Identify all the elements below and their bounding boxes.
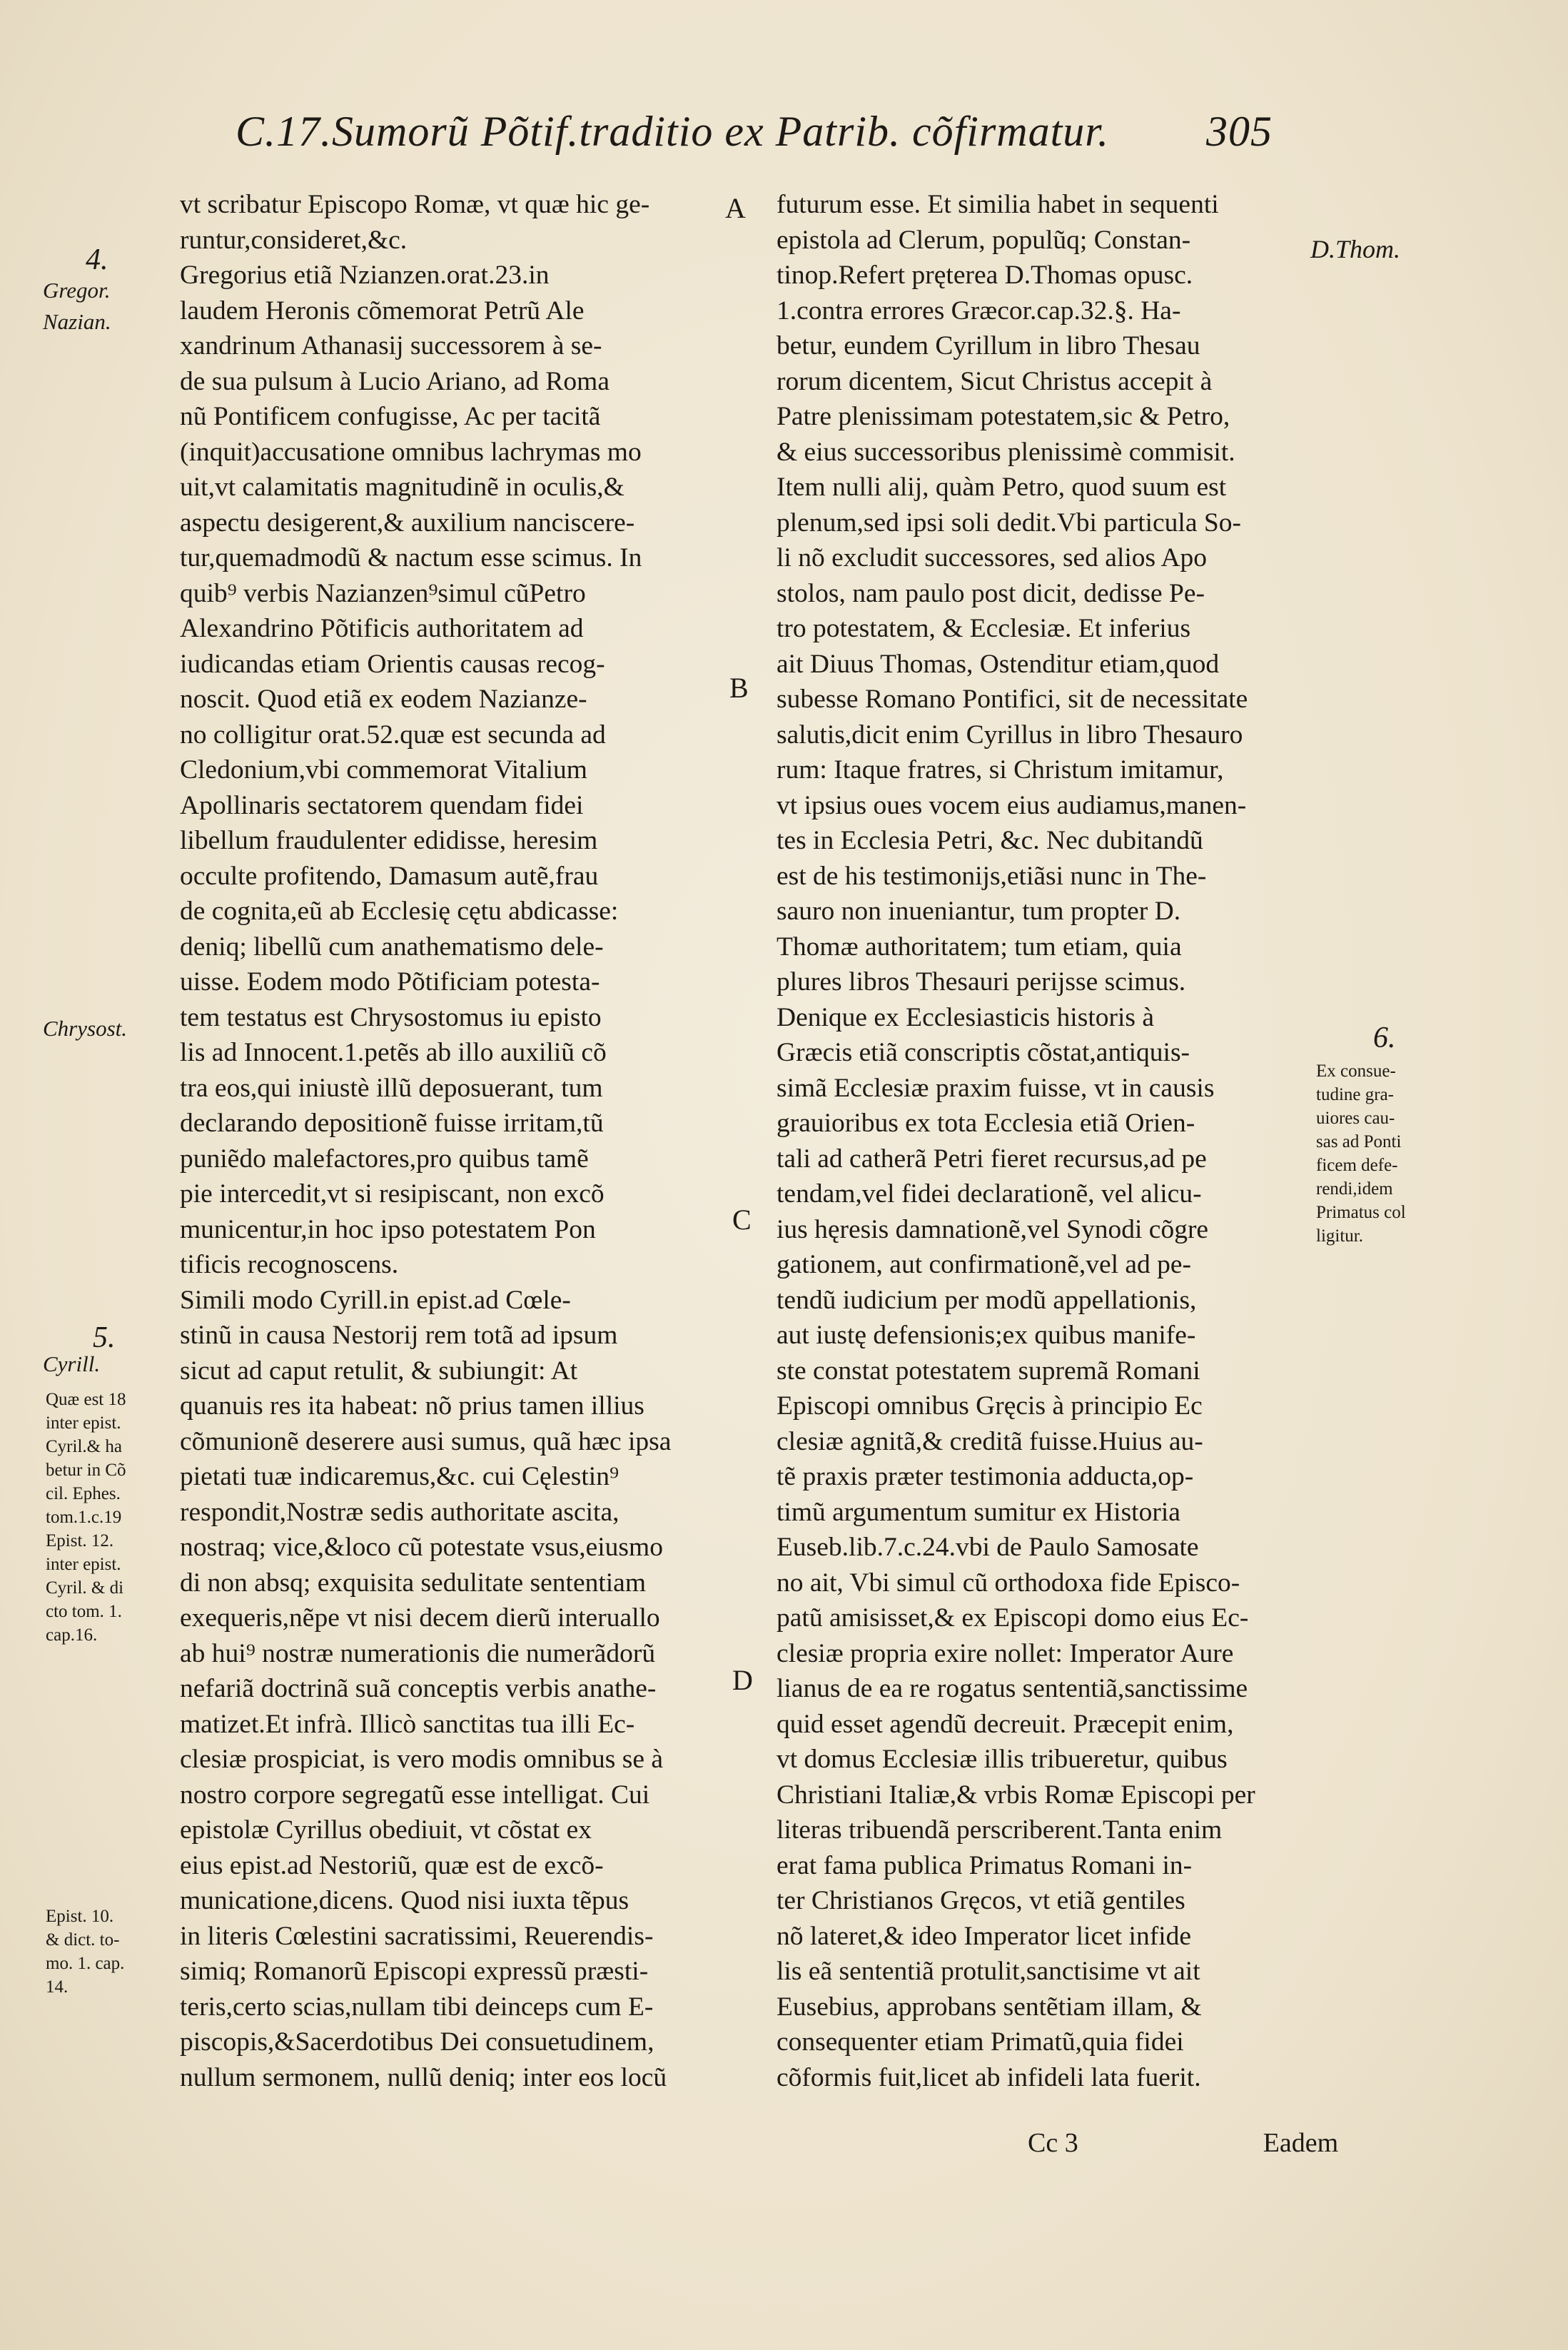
left-column-line: tur,quemadmodũ & nactum esse scimus. In bbox=[180, 543, 642, 573]
left-column-line: iudicandas etiam Orientis causas recog- bbox=[180, 649, 605, 679]
right-column-line: li nõ excludit successores, sed alios Apo bbox=[777, 543, 1208, 573]
right-column-line: quid esset agendũ decreuit. Præcepit enim, bbox=[777, 1709, 1234, 1739]
left-column-line: declarando depositionẽ fuisse irritam,tũ bbox=[180, 1109, 604, 1138]
right-column-line: stolos, nam paulo post dicit, dedisse Pe- bbox=[777, 578, 1205, 608]
margin-section-5: 5. bbox=[93, 1321, 116, 1354]
margin-cyrill: Cyrill. bbox=[43, 1351, 101, 1376]
left-column-line: quib⁹ verbis Nazianzen⁹simul cũPetro bbox=[180, 578, 586, 608]
margin-note-6 bbox=[1316, 1059, 1459, 1248]
left-column-line: noscit. Quod etiã ex eodem Nazianze- bbox=[180, 685, 587, 714]
right-column-line: lianus de ea re rogatus sententiã,sanctissime bbox=[777, 1674, 1248, 1703]
left-column-line: no colligitur orat.52.quæ est secunda ad bbox=[180, 720, 606, 750]
left-column-line: de cognita,eũ ab Ecclesię cętu abdicasse: bbox=[180, 897, 619, 926]
margin-gregor: Gregor. bbox=[43, 278, 111, 303]
margin-note-cyrill bbox=[46, 1388, 181, 1647]
margin-section-4: 4. bbox=[86, 243, 108, 276]
right-column-line: no ait, Vbi simul cũ orthodoxa fide Episco- bbox=[777, 1568, 1240, 1598]
left-column-line: lis ad Innocent.1.petẽs ab illo auxiliũ cõ bbox=[180, 1038, 607, 1067]
left-column-line: Cledonium,vbi commemorat Vitalium bbox=[180, 755, 587, 785]
margin-note-cyrill-line: inter epist. bbox=[46, 1413, 121, 1433]
section-letter-c: C bbox=[732, 1204, 752, 1236]
right-column-line: salutis,dicit enim Cyrillus in libro Thesauro bbox=[777, 720, 1243, 750]
right-column-line: Denique ex Ecclesiasticis historis à bbox=[777, 1002, 1155, 1032]
left-column-line: exequeris,nẽpe vt nisi decem dierũ interuallo bbox=[180, 1603, 660, 1633]
right-column-line: Euseb.lib.7.c.24.vbi de Paulo Samosate bbox=[777, 1533, 1199, 1562]
right-column-line: erat fama publica Primatus Romani in- bbox=[777, 1850, 1193, 1880]
right-column-line: ste constat potestatem supremã Romani bbox=[777, 1356, 1200, 1386]
left-column-line: di non absq; exquisita sedulitate sententiam bbox=[180, 1568, 646, 1598]
right-column-line: plures libros Thesauri perijsse scimus. bbox=[777, 967, 1186, 997]
left-column-line: eius epist.ad Nestoriũ, quæ est de excõ- bbox=[180, 1850, 604, 1880]
margin-note-cyrill-line: betur in Cõ bbox=[46, 1461, 126, 1480]
left-column-line: ab hui⁹ nostræ numerationis die numerãdorũ bbox=[180, 1638, 656, 1668]
margin-note-6-line: ficem defe- bbox=[1316, 1156, 1398, 1175]
margin-note-cyrill-line: inter epist. bbox=[46, 1555, 121, 1574]
margin-note-cyrill-line: Epist. 12. bbox=[46, 1531, 114, 1550]
left-column-line: nostro corpore segregatũ esse intelligat. Cui bbox=[180, 1780, 650, 1810]
right-column-line: tes in Ecclesia Petri, &c. Nec dubitandũ bbox=[777, 826, 1203, 855]
left-column-line: runtur,consideret,&c. bbox=[180, 225, 408, 255]
right-column-line: nõ lateret,& ideo Imperator licet infide bbox=[777, 1921, 1192, 1951]
margin-chrysost: Chrysost. bbox=[43, 1016, 127, 1041]
margin-note-6-line: Ex consue- bbox=[1316, 1061, 1396, 1081]
right-column-line: tinop.Refert pręterea D.Thomas opusc. bbox=[777, 261, 1193, 290]
margin-note-6-line: rendi,idem bbox=[1316, 1179, 1393, 1199]
right-column-line: consequenter etiam Primatũ,quia fidei bbox=[777, 2027, 1184, 2057]
right-text-column bbox=[777, 187, 1313, 2095]
left-column-line: deniq; libellũ cum anathematismo dele- bbox=[180, 932, 604, 962]
right-column-line: tẽ praxis præter testimonia adducta,op- bbox=[777, 1462, 1194, 1491]
margin-nazian: Nazian. bbox=[43, 309, 111, 334]
right-column-line: subesse Romano Pontifici, sit de necessitate bbox=[777, 685, 1248, 714]
right-column-line: rum: Itaque fratres, si Christum imitamur, bbox=[777, 755, 1224, 785]
margin-note-epist-line: Epist. 10. bbox=[46, 1907, 114, 1926]
running-header bbox=[236, 107, 1306, 164]
left-column-line: vt scribatur Episcopo Romæ, vt quæ hic ge- bbox=[180, 190, 650, 219]
left-column-line: uisse. Eodem modo Põtificiam potesta- bbox=[180, 967, 600, 997]
left-column-line: tificis recognoscens. bbox=[180, 1250, 399, 1279]
left-column-line: xandrinum Athanasij successorem à se- bbox=[180, 331, 602, 360]
right-column-line: cõformis fuit,licet ab infideli lata fuerit. bbox=[777, 2062, 1201, 2092]
right-column-line: Græcis etiã conscriptis cõstat,antiquis- bbox=[777, 1038, 1190, 1067]
margin-note-cyrill-line: Quæ est 18 bbox=[46, 1390, 126, 1409]
margin-note-cyrill-line: cap.16. bbox=[46, 1625, 98, 1645]
left-column-line: occulte profitendo, Damasum autẽ,frau bbox=[180, 861, 599, 891]
left-column-line: libellum fraudulenter edidisse, heresim bbox=[180, 826, 598, 855]
right-column-line: literas tribuendã perscriberent.Tanta enim bbox=[777, 1815, 1223, 1845]
margin-note-cyrill-line: cto tom. 1. bbox=[46, 1602, 122, 1621]
left-column-line: tem testatus est Chrysostomus iu episto bbox=[180, 1002, 602, 1032]
section-letter-d: D bbox=[732, 1664, 753, 1696]
right-column-line: 1.contra errores Græcor.cap.32.§. Ha- bbox=[777, 296, 1181, 326]
left-column-line: pie intercedit,vt si resipiscant, non excõ bbox=[180, 1179, 605, 1209]
right-column-line: aut iustę defensionis;ex quibus manife- bbox=[777, 1321, 1196, 1350]
left-column-line: (inquit)accusatione omnibus lachrymas mo bbox=[180, 437, 642, 467]
margin-note-epist-line: & dict. to- bbox=[46, 1930, 120, 1950]
right-column-line: tali ad catherã Petri fieret recursus,ad pe bbox=[777, 1144, 1207, 1174]
right-column-line: rorum dicentem, Sicut Christus accepit à bbox=[777, 366, 1213, 396]
margin-note-6-line: ligitur. bbox=[1316, 1226, 1363, 1246]
right-column-line: futurum esse. Et similia habet in sequenti bbox=[777, 190, 1219, 219]
left-column-line: Apollinaris sectatorem quendam fidei bbox=[180, 790, 584, 820]
left-text-column bbox=[180, 187, 717, 2095]
left-column-line: piscopis,&Sacerdotibus Dei consuetudinem, bbox=[180, 2027, 654, 2057]
signature-mark: Cc 3 bbox=[1028, 2128, 1078, 2158]
left-column-line: de sua pulsum à Lucio Ariano, ad Roma bbox=[180, 366, 610, 396]
running-title: C.17.Sumorũ Põtif.traditio ex Patrib. cõfirmatur. bbox=[236, 108, 1110, 155]
right-column-line: & eius successoribus plenissimè commisit. bbox=[777, 437, 1235, 467]
left-column-line: aspectu desigerent,& auxilium nanciscere- bbox=[180, 508, 635, 538]
left-column-line: epistolæ Cyrillus obediuit, vt cõstat ex bbox=[180, 1815, 592, 1845]
right-column-line: ter Christianos Gręcos, vt etiã gentiles bbox=[777, 1886, 1185, 1915]
right-column-line: ius hęresis damnationẽ,vel Synodi cõgre bbox=[777, 1214, 1209, 1244]
margin-note-epist bbox=[46, 1905, 181, 1999]
right-column-line: lis eã sententiã protulit,sanctisime vt ait bbox=[777, 1957, 1200, 1986]
margin-note-cyrill-line: Cyril. & di bbox=[46, 1578, 124, 1598]
left-column-line: matizet.Et infrà. Illicò sanctitas tua illi Ec- bbox=[180, 1709, 635, 1739]
left-column-line: sicut ad caput retulit, & subiungit: At bbox=[180, 1356, 578, 1386]
margin-note-cyrill-line: Cyril.& ha bbox=[46, 1437, 122, 1456]
left-column-line: cõmunionẽ deserere ausi sumus, quã hæc ipsa bbox=[180, 1426, 672, 1456]
left-column-line: nullum sermonem, nullũ deniq; inter eos locũ bbox=[180, 2062, 667, 2092]
margin-dthom: D.Thom. bbox=[1310, 235, 1401, 263]
left-column-line: nũ Pontificem confugisse, Ac per tacitã bbox=[180, 402, 601, 431]
catchword: Eadem bbox=[1263, 2128, 1339, 2158]
right-column-line: gationem, aut confirmationẽ,vel ad pe- bbox=[777, 1250, 1192, 1279]
right-column-line: vt ipsius oues vocem eius audiamus,manen- bbox=[777, 790, 1247, 820]
right-column-line: Item nulli alij, quàm Petro, quod suum est bbox=[777, 473, 1227, 502]
page-footer bbox=[1028, 2127, 1338, 2159]
right-column-line: tendam,vel fidei declarationẽ, vel alicu- bbox=[777, 1179, 1202, 1209]
right-column-line: tro potestatem, & Ecclesiæ. Et inferius bbox=[777, 614, 1191, 643]
margin-note-6-line: tudine gra- bbox=[1316, 1085, 1394, 1104]
left-column-line: tra eos,qui iniustè illũ deposuerant, tum bbox=[180, 1073, 603, 1103]
left-column-line: clesiæ prospiciat, is vero modis omnibus se à bbox=[180, 1745, 663, 1774]
margin-note-epist-line: 14. bbox=[46, 1977, 69, 1997]
left-column-line: quanuis res ita habeat: nõ prius tamen illius bbox=[180, 1391, 644, 1421]
left-column-line: nostraq; vice,&loco cũ potestate vsus,eiusmo bbox=[180, 1533, 663, 1562]
left-column-line: teris,certo scias,nullam tibi deinceps cum E- bbox=[180, 1992, 654, 2022]
right-column-line: Christiani Italiæ,& vrbis Romæ Episcopi per bbox=[777, 1780, 1255, 1810]
left-column-line: nefariã doctrinã suã conceptis verbis anathe- bbox=[180, 1674, 657, 1703]
left-column-line: simiq; Romanorũ Episcopi expressũ præsti- bbox=[180, 1957, 649, 1986]
right-column-line: clesiæ agnitã,& creditã fuisse.Huius au- bbox=[777, 1426, 1203, 1456]
left-column-line: stinũ in causa Nestorij rem totã ad ipsum bbox=[180, 1321, 618, 1350]
left-column-line: municatione,dicens. Quod nisi iuxta tẽpus bbox=[180, 1886, 629, 1915]
right-column-line: patũ amisisset,& ex Episcopi domo eius Ec- bbox=[777, 1603, 1249, 1633]
left-column-line: Gregorius etiã Nzianzen.orat.23.in bbox=[180, 261, 550, 290]
right-column-line: est de his testimonijs,etiãsi nunc in The- bbox=[777, 861, 1207, 891]
margin-section-6: 6. bbox=[1373, 1022, 1396, 1054]
left-column-line: puniẽdo malefactores,pro quibus tamẽ bbox=[180, 1144, 589, 1174]
right-column-line: Patre plenissimam potestatem,sic & Petro, bbox=[777, 402, 1230, 431]
right-column-line: Eusebius, approbans sentẽtiam illam, & bbox=[777, 1992, 1202, 2022]
left-column-line: laudem Heronis cõmemorat Petrũ Ale bbox=[180, 296, 585, 326]
right-column-line: sauro non inueniantur, tum propter D. bbox=[777, 897, 1181, 926]
right-column-line: grauioribus ex tota Ecclesia etiã Orien- bbox=[777, 1109, 1195, 1138]
right-column-line: vt domus Ecclesiæ illis tribueretur, quibus bbox=[777, 1745, 1228, 1774]
folio-number: 305 bbox=[1206, 108, 1273, 155]
right-column-line: tendũ iudicium per modũ appellationis, bbox=[777, 1285, 1197, 1315]
section-letter-a: A bbox=[725, 192, 746, 224]
left-column-line: Simili modo Cyrill.in epist.ad Cœle- bbox=[180, 1285, 571, 1315]
right-column-line: Episcopi omnibus Gręcis à principio Ec bbox=[777, 1391, 1203, 1421]
margin-note-6-line: uiores cau- bbox=[1316, 1109, 1395, 1128]
left-column-line: Alexandrino Põtificis authoritatem ad bbox=[180, 614, 584, 643]
right-column-line: epistola ad Clerum, populũq; Constan- bbox=[777, 225, 1191, 255]
left-column-line: pietati tuæ indicaremus,&c. cui Cęlestin⁹ bbox=[180, 1462, 619, 1491]
right-column-line: clesiæ propria exire nollet: Imperator Aure bbox=[777, 1638, 1234, 1668]
margin-note-cyrill-line: tom.1.c.19 bbox=[46, 1508, 122, 1527]
margin-note-6-line: Primatus col bbox=[1316, 1203, 1406, 1222]
margin-note-epist-line: mo. 1. cap. bbox=[46, 1954, 125, 1973]
left-column-line: municentur,in hoc ipso potestatem Pon bbox=[180, 1214, 596, 1244]
margin-note-6-line: sas ad Ponti bbox=[1316, 1132, 1402, 1151]
left-column-line: respondit,Nostræ sedis authoritate ascita, bbox=[180, 1497, 619, 1527]
left-column-line: uit,vt calamitatis magnitudinẽ in oculis,& bbox=[180, 473, 624, 502]
right-column-line: timũ argumentum sumitur ex Historia bbox=[777, 1497, 1180, 1527]
section-letter-b: B bbox=[729, 672, 749, 704]
margin-note-cyrill-line: cil. Ephes. bbox=[46, 1484, 121, 1503]
right-column-line: simã Ecclesiæ praxim fuisse, vt in causis bbox=[777, 1073, 1215, 1103]
right-column-line: plenum,sed ipsi soli dedit.Vbi particula So- bbox=[777, 508, 1241, 538]
left-column-line: in literis Cœlestini sacratissimi, Reuerendis- bbox=[180, 1921, 654, 1951]
right-column-line: betur, eundem Cyrillum in libro Thesau bbox=[777, 331, 1200, 360]
right-column-line: ait Diuus Thomas, Ostenditur etiam,quod bbox=[777, 649, 1220, 679]
right-column-line: Thomæ authoritatem; tum etiam, quia bbox=[777, 932, 1182, 962]
